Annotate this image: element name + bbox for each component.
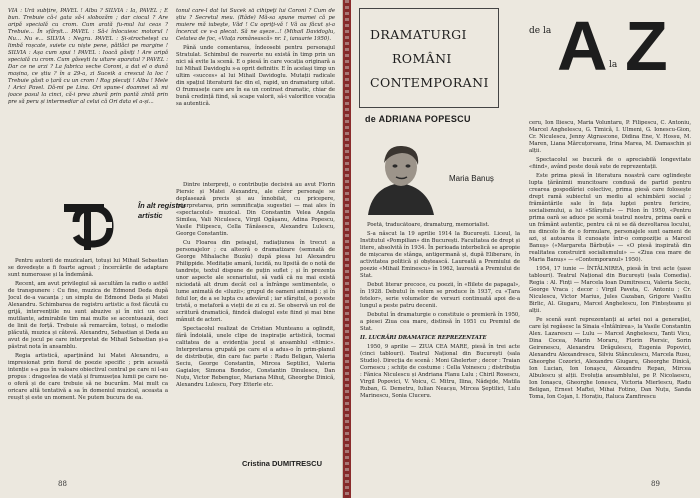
right-page (351, 0, 700, 498)
play-excerpt-end: tonul care-l dat lui Sucek să cihipeţi lui Coroni ? Cum de știu ? Secretul meu. (Râde) Mă-sa spune mamei că pe muiere mă iubeşte, Văd ! Cu opriţi-vă ! Vă au făcut și-a încercat ce v-a plecat. Să ne aşeze...! (Mihail Davidoglu, Cetatea de foc, «Viața românească» nr. 1, ianuarie 1950). (176, 8, 335, 42)
left-column-c (8, 258, 168, 458)
page-number-left: 88 (58, 480, 67, 488)
left-page (0, 0, 343, 498)
paragraph: Recent, am avut privilegiul să ascultăm la radio o astfel de transpunere : Cu fine, muzica de Edmond Deda după Jocul de-a vacanța ; un simplu de Edmond Deda și Matei Alexandru. Schimbarea de registru artistic a fost făcută cu grijă, intervențiile nu sunt abuzive și în nici un caz mutilante, admirabile tim mai multe se accentuează, deci de linii de forță. Trebuie să remarcăm, totuși, o melodie plăcută, muzica și câtevă. Alexandru, Sebastian și Deda au avut de jocul pe care interpretat de Mihail Sebastian și-a păstrat nota în ansamblu. (8, 281, 168, 350)
paragraph: Cu Floarea din peisajul, radiațiunea în trecut a personajelor ; cu alteoră o dramatizare (semnată de George Mihalache Buzău) după piesa lui Alexandru Philippide. Meditație amară, lucidă, nu lipsită de o notă de tandrețe, textul dispune de puțin suflet ; și în prezența unor aspecte ale scenariului, să vadă că nu mai există niciodată alt drum decât cel a înfrânge sentimentele, o lume animată de «iluzii»; grupul de oameni animați ; și în felul lor, de a se lupta cu adevărul ; iar sfârșitul, o poveste tristă, o metaforă a vieții de zi cu zi. Se observă un rol de scriitură dramatică, fiindcă dialogul este fiind și mai bine mânuit de actori. (176, 240, 335, 323)
section-title-box (359, 8, 499, 108)
portrait-caption: Maria Banuș (449, 174, 494, 183)
paragraph: Pe scenă sunt reprezentanți ai artei noi a generației, care își regăsesc la Sinaia «Întâlnirea», la Vasile Constantin Alex. Lazarescu — Lulu — Marcel Anghelescu, Tanti Vicu, Dina Cocea, Marin Moraru, Florin Piersic, Sorin Geirenescu, Alexandru Drăgulescu, Eugenia Popovici, Alexandru Alexandrescu, Silviu Stănculescu, Marcela Rusu, Gheorghe Cozorici, Alexandru Giugaru, Gheorghe Dinică, Ion Lucian, Ion Ionașcu, Alexandru Repan, Mircea Albulescu și alții. Evoluția ansamblului, pe P. Nicolaescu, Ion Ionașcu, Gheorghe Ionescu, Victoria Mierlescu, Radu Beligan, Ernest Maftei, Mihai Fotino, Dan Nuțu, Sanda Toma, Ion Cojan, I. Horațiu, Raluca Zamfirescu (529, 317, 691, 400)
paragraph: 1950, 9 aprilie — ZIUA CEA MARE, piesă în trei acte (cinci tablouri). Teatrul Național din București (sala Studio). Direcția de scenă : Moni Ghelerter ; decor : Traian Cornescu ; schițe de costume : Cella Voinescu ; distribuția : Fănica Niculescu și Andriana Flanu Lulu ; Chiril Rosescu, Virgil Popovici, V. Voicu, C. Mitru, Ilina, Nădejde, Matila Ruban, G. Demetru, Iulian Neacșu, Mircea Șeptilici, Lulu Marinescu, Sonia Cluceru. (360, 344, 520, 399)
section-title-line: CONTEMPORANI (370, 75, 489, 90)
section-title-line: ROMÂNI (392, 51, 452, 66)
article-author: de ADRIANA POPESCU (365, 114, 471, 124)
left-column-d (176, 182, 335, 456)
section-heading: II. LUCRĂRI DRAMATICE REPREZENTATE (360, 335, 487, 341)
article-signature: Cristina DUMITRESCU (241, 459, 322, 468)
de-la-text: de la (529, 26, 552, 36)
registry-box-title: În alt registru artistic (138, 201, 186, 220)
play-dialog-text: VIA : Ură subțire, PAVEL ! Albu ? SILVIA : Ia, PAVEL ; E bun. Trebuie că-i gata să-i slobozăm ; dar ciocul ? Are aripă specială cu crom. Cum arată fu-mul lui ceas ? Trebuie... În sfârșit... PAVEL : Să-i înlocuiesc motorul ! Nu... Nu e... SILVIA : Negru. PAVEL : Și-strocheteşt cu limbă roșcate, suiete cu niște pene, pătlăci pe margine ! SILVIA : Așa cum spui ! PAVEL : Ioacă găsiţi ! Are aripă specială cu crom. Cum găseşti tu uitare aparatul ? PAVEL : Dar ce ne arzi ? La fabrica veche Coroni, a dat el o dună mașina, ce știu ? în a 29-a, zi Suceik a crescut la loc ! Trebuie găsit o țară cu un crom ! Rog plecaţi ! Albu ! Mele ! Arici Pavel. Dă-mi pe Lina. Ori spune-i doamnei să mi joace pasul la cinci, că-i prea zbură prin pantă zintă prin pre să peru și intermediar al celui că Ori data el a-și... (8, 8, 168, 105)
paragraph: Dintre interpreți, o contribuție decisivă au avut Florin Piersic și Matei Alexandru, ale căror personaje se deplasează precis și au înnobilat, cu pricepere, interpretarea, prin semnificaţia sugestiei — mai ales în «spectacolul» muzical. Din Constantin Velea Angela Similea, Vali Niculescu, Virgil Ogășanu, Adina Popescu, Vasile Filipescu, Cella Tănăsescu, Alexandru Lulescu, George Constantin. (176, 182, 335, 237)
letter-a: A (557, 7, 608, 85)
right-column-a (360, 222, 520, 480)
paragraph: Spectacolul realizat de Cristian Munteanu a oglindit, fără îndoială, unele clipe de inspirație artistică, tocmai calitatea de a evidenția jocul și ansamblul «filmic». Interpretarea grupată pe care el a adus-o în prim-planul de distribuție, din care fac parte : Radu Beligan, Valeria Seciu, George Constantin, Mircea Septilici, Valeria Gagialov, Simona Bondoc, Constantin Dinulescu, Dan Nuțu, Victor Rebengiuc, Mariana Mihuț, Gheorghe Dinică, Alexandru Lulescu, Fory Etterle etc. (176, 326, 335, 388)
paragraph: Pentru autorii de muzicalari, totuși lui Mihail Sebastian se dovedește a fi foarte agreat ; încercările de adaptare sunt numeroase și la îndemână. (8, 258, 168, 278)
paragraph: Până unde comentarea, îndeosebi pentru personajul Stratulat. Schimbul de reaverte nu există în timp prin un nici să evite la scenă. E o piesă în care vocația originară a lui Mihail Davidoglu s-a oprit definitiv. E în același timp un ultim «succes» al lui Mihail Davidoglu. Mutații radicale din spațiul literaturii fac din el, rapid, un dramaturg uitat. O frumusețe care are în ea un contrast dramatic, chiar de bună credință fiind, să scape valorii, să-i valorifice vocația sa autentică. (176, 45, 335, 107)
paragraph: S-a născut la 19 aprilie 1914 la București. Liceul, la Institutul «Pompilian» din București. Facultatea de drept și litere, absolvită în 1934. În perioada interbelică se apropie de mișcarea de stânga, antigermană și, după Eliberare, în activitatea politică și obștească. Laureată a Premiului de poezie «Mihail Eminescu» în 1962, laureată a Premiului de Stat. (360, 231, 520, 279)
paragraph: Poetă, traducătoare, dramaturg, memorialist. (367, 222, 490, 228)
letter-z: Z (625, 7, 668, 85)
right-column-b (529, 120, 691, 476)
book-gutter (343, 0, 351, 498)
paragraph: Debutul în dramaturgie o constituie o premieră în 1950, a piesei Ziua cea mare, distinsă în 1951 cu Premiul de Stat. (360, 312, 520, 332)
section-title-line: DRAMATURGI (370, 27, 467, 42)
la-text: la (609, 60, 618, 70)
portrait-photo (360, 137, 440, 215)
left-column-b-top (176, 8, 335, 174)
paragraph: ceru, Ion Iliescu, Maria Voluntaru, P. Filipescu, C. Antoniu, Marcel Anghelescu, G. Timică, I. Ulmeni, G. Ionescu-Gion, Cr. Niculescu, Jenny Atgrascone, Didina Ene, V. Hossu, M. Maren, Liana Mărcuțoreanu, Irina Marea, M. Damaschin și alții. (529, 120, 691, 154)
paragraph: Debut literar precoce, cu poezii, în «Bilete de papagal», în 1928. Debutul în volum se produce în 1937, cu «Țara fetelor», serie volumelor de versuri continuată apoi de-a lungul a peste patru decenii. (360, 282, 520, 309)
page-number-right: 89 (651, 480, 660, 488)
play-excerpt (8, 8, 168, 174)
paragraph: Regia artistică, aparținând lui Matei Alexandru, a impresionat prin fiorul de poezie specific ; prin această intenție s-a pus în valoare obiectivul central pe care ni l-au propus : dragostea de viață și frumusețea lumii pe care ne-o oferă și de care trebuie să ne bucurăm. Mai mult ca oricare altă tentativă a sa în domeniul muzical, aceasta a reușit și este un moment. Ne putem bucura de ea. (8, 353, 168, 401)
paragraph: Spectacolul se bucură de o apreciabilă longevitate «fiind», având peste două sute de reprezentații. (529, 157, 691, 170)
paragraph: Este prima piesă în literatura noastră care oglindește lupta țărănimii muncitoare condusă de partid pentru crearea gospodăriei colective, prima piesă care folosește drept ramă subiectul un mediu al schimbării social ; frământările sale în fața lupței pentru fericire, socialismului, a lui «Sfârșitul» — Filon în 1950, «Pentru prima oară se aduce pe scenă teatrul nostru, prima oară e un frământ autentic, pentru că ni se dă dezvoltarea locului, nu dincolo în de o formulare, personajele sunt oameni de azi, și autoarea îl cunoaște într-o compoziție a Marcel Banuș» («Margareta Bârbuță» — «O piesă inspirată din realitatea construirii socialismului» — «Ziua cea mare de Maria Banuș» — «Contemporanul» 1950). (529, 173, 691, 263)
theatre-logo-icon (62, 196, 114, 254)
a-to-z-logo (529, 7, 699, 112)
paragraph: 1954, 17 iunie — ÎNTÂLNIREA, piesă în trei acte (șase tablouri). Teatrul Național din București (sala Comedia). Regia : Al. Finți — Marcela Ioan Dumitrescu, Valeria Seciu, George Vraca ; decor : Virgil Paveta, C. Antoniu ; Cr. Niculescu, Victor Marius, Jules Cazaban, Grigore Vasiliu Birlic, Al. Giugaru, Marcel Anghelescu, Ion Finteșteanu și alții. (529, 266, 691, 314)
